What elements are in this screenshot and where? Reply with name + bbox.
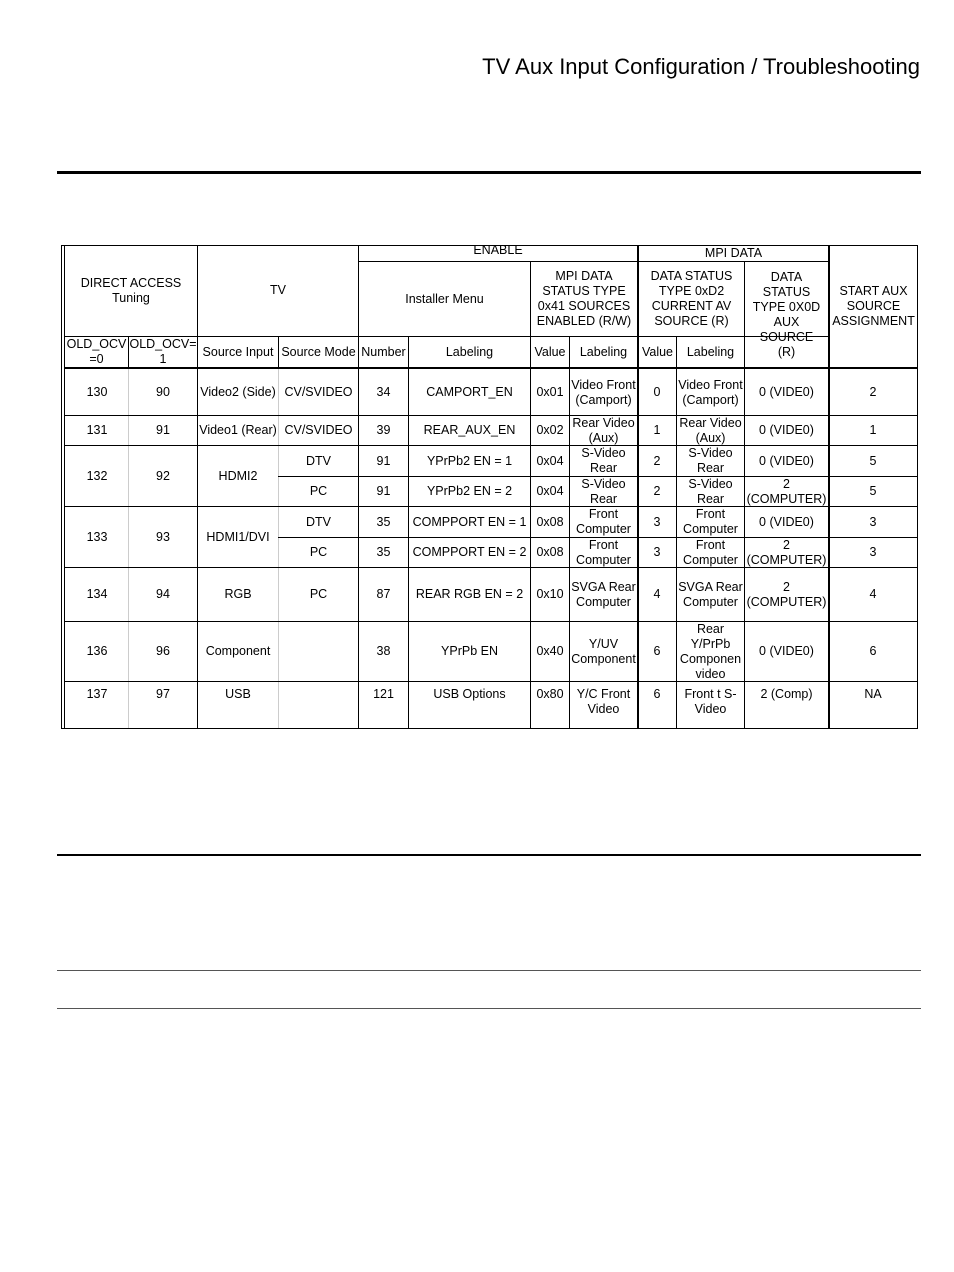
current-labeling-cell: Rear Y/PrPb Componen video <box>679 622 742 681</box>
source-mode-cell: DTV <box>306 453 331 468</box>
table-border <box>61 728 918 729</box>
header-direct-access: DIRECT ACCESS Tuning <box>80 275 182 305</box>
divider-rule <box>57 1008 921 1009</box>
current-value-cell: 1 <box>653 423 661 437</box>
mpi-value-cell: 0x04 <box>536 453 564 468</box>
mpi-labeling-cell: S-Video Rear <box>581 446 626 475</box>
header-mpi-data: MPI DATA <box>704 245 763 260</box>
number-cell: 38 <box>376 644 391 658</box>
mpi-value-cell: 0x40 <box>536 644 564 658</box>
mpi-value-cell: 0x80 <box>536 687 564 701</box>
header-labeling: Labeling <box>686 344 735 359</box>
header-mpi-data-status: MPI DATA STATUS TYPE 0x41 SOURCES ENABLED (R/W) <box>536 269 632 328</box>
aux-source-cell: 2 (Comp) <box>760 687 813 701</box>
current-value-cell: 2 <box>653 484 661 498</box>
start-aux-cell: 6 <box>869 644 877 658</box>
source-input-cell: Video2 (Side) <box>200 385 276 399</box>
old-ocv0-cell: 136 <box>86 644 108 658</box>
labeling-cell: CAMPORT_EN <box>426 385 513 399</box>
mpi-value-cell: 0x10 <box>536 587 564 601</box>
number-cell: 121 <box>373 687 394 701</box>
current-value-cell: 2 <box>653 453 661 468</box>
source-input-cell: USB <box>225 687 251 701</box>
labeling-cell: REAR_AUX_EN <box>423 423 516 437</box>
header-data-status-d2: DATA STATUS TYPE 0xD2 CURRENT AV SOURCE (R) <box>650 269 733 328</box>
old-ocv0-cell: 132 <box>86 468 108 483</box>
header-start-aux: START AUX SOURCE ASSIGNMENT <box>832 284 915 328</box>
mpi-labeling-cell: Rear Video (Aux) <box>572 416 635 445</box>
aux-source-cell: 2 (COMPUTER) <box>746 579 827 609</box>
aux-source-cell: 0 (VIDE0) <box>759 385 814 399</box>
mpi-labeling-cell: Y/C Front Video <box>576 687 631 716</box>
source-input-cell: Component <box>205 644 271 658</box>
number-cell: 91 <box>376 484 391 498</box>
old-ocv0-cell: 133 <box>86 529 108 544</box>
source-mode-cell: PC <box>309 484 328 498</box>
old-ocv1-cell: 96 <box>156 644 170 658</box>
labeling-cell: COMPPORT EN = 1 <box>412 514 527 529</box>
source-input-cell: RGB <box>224 587 252 601</box>
old-ocv1-cell: 91 <box>156 423 170 437</box>
mpi-value-cell: 0x01 <box>536 385 564 399</box>
header-data-status-0d: DATA STATUS TYPE 0X0D AUX SOURCE (R) <box>752 270 821 359</box>
current-labeling-cell: S-Video Rear <box>688 446 733 475</box>
mpi-value-cell: 0x08 <box>536 514 564 529</box>
start-aux-cell: 4 <box>869 587 877 601</box>
mpi-value-cell: 0x04 <box>536 484 564 498</box>
current-value-cell: 3 <box>653 514 661 529</box>
current-labeling-cell: Rear Video (Aux) <box>679 416 742 445</box>
header-labeling: Labeling <box>579 344 628 359</box>
current-value-cell: 3 <box>653 545 661 559</box>
old-ocv0-cell: 130 <box>86 385 108 399</box>
header-number: Number <box>361 344 406 359</box>
header-installer-menu: Installer Menu <box>405 291 484 306</box>
header-labeling: Labeling <box>445 344 494 359</box>
table-border <box>917 245 918 729</box>
old-ocv1-cell: 97 <box>156 687 170 701</box>
number-cell: 87 <box>376 587 391 601</box>
aux-source-cell: 0 (VIDE0) <box>759 644 814 658</box>
aux-source-cell: 0 (VIDE0) <box>759 514 814 529</box>
old-ocv1-cell: 90 <box>156 385 170 399</box>
header-old-ocv1: OLD_OCV= 1 <box>129 337 197 366</box>
page-title: TV Aux Input Configuration / Troubleshooting <box>482 54 920 79</box>
start-aux-cell: 3 <box>869 514 877 529</box>
mpi-labeling-cell: S-Video Rear <box>581 477 626 506</box>
current-labeling-cell: Video Front (Camport) <box>678 377 743 407</box>
old-ocv1-cell: 94 <box>156 587 170 601</box>
mpi-labeling-cell: Y/UV Component <box>571 636 636 666</box>
source-mode-cell <box>279 622 358 681</box>
labeling-cell: USB Options <box>433 687 506 701</box>
old-ocv0-cell: 134 <box>86 587 108 601</box>
labeling-cell: YPrPb EN <box>441 644 498 658</box>
current-value-cell: 6 <box>653 644 661 658</box>
source-input-cell: Video1 (Rear) <box>199 423 277 437</box>
start-aux-cell: 5 <box>869 453 877 468</box>
header-tv: TV <box>270 283 286 297</box>
table-border <box>61 245 62 729</box>
number-cell: 35 <box>376 514 391 529</box>
number-cell: 34 <box>376 385 391 399</box>
start-aux-cell: 2 <box>869 385 877 399</box>
source-input-cell: HDMI2 <box>218 468 258 483</box>
section-rule <box>57 854 921 856</box>
source-mode-cell: DTV <box>306 514 331 529</box>
old-ocv1-cell: 92 <box>156 468 170 483</box>
current-labeling-cell: S-Video Rear <box>688 477 733 506</box>
mpi-value-cell: 0x08 <box>536 545 564 559</box>
divider-rule <box>57 970 921 971</box>
start-aux-cell: 1 <box>869 423 877 437</box>
source-mode-cell: CV/SVIDEO <box>284 423 353 437</box>
start-aux-cell: 5 <box>869 484 877 498</box>
mpi-value-cell: 0x02 <box>536 423 564 437</box>
labeling-cell: COMPPORT EN = 2 <box>412 545 527 559</box>
mpi-labeling-cell: SVGA Rear Computer <box>571 579 636 609</box>
current-value-cell: 4 <box>653 587 661 601</box>
number-cell: 39 <box>376 423 391 437</box>
header-value: Value <box>641 344 674 359</box>
old-ocv0-cell: 137 <box>86 687 108 701</box>
old-ocv1-cell: 93 <box>156 529 170 544</box>
header-enable: ENABLE <box>473 243 523 257</box>
current-labeling-cell: SVGA Rear Computer <box>678 579 743 609</box>
aux-input-table <box>61 245 918 729</box>
aux-source-cell: 0 (VIDE0) <box>759 423 814 437</box>
labeling-cell: REAR RGB EN = 2 <box>415 587 524 601</box>
source-mode-cell: PC <box>309 587 328 601</box>
labeling-cell: YPrPb2 EN = 2 <box>426 484 513 498</box>
mpi-labeling-cell: Video Front (Camport) <box>571 377 636 407</box>
number-cell: 91 <box>376 453 391 468</box>
start-aux-cell: NA <box>864 687 882 701</box>
aux-source-cell: 2 (COMPUTER) <box>746 477 827 506</box>
start-aux-cell: 3 <box>869 545 877 559</box>
current-labeling-cell: Front Computer <box>683 538 738 567</box>
header-old-ocv0: OLD_OCV =0 <box>66 337 127 366</box>
source-mode-cell: CV/SVIDEO <box>284 385 353 399</box>
current-value-cell: 6 <box>653 687 661 701</box>
header-source-mode: Source Mode <box>281 344 356 359</box>
current-labeling-cell: Front Computer <box>683 507 738 536</box>
old-ocv0-cell: 131 <box>86 423 108 437</box>
number-cell: 35 <box>376 545 391 559</box>
header-source-input: Source Input <box>202 344 274 359</box>
current-labeling-cell: Front t S-Video <box>684 687 737 716</box>
header-value: Value <box>534 344 566 359</box>
aux-source-cell: 2 (COMPUTER) <box>746 538 827 567</box>
mpi-labeling-cell: Front Computer <box>576 507 631 536</box>
source-input-cell: HDMI1/DVI <box>206 529 270 544</box>
source-mode-cell: PC <box>309 545 328 559</box>
mpi-labeling-cell: Front Computer <box>576 538 631 567</box>
aux-source-cell: 0 (VIDE0) <box>759 453 814 468</box>
current-value-cell: 0 <box>653 385 661 399</box>
labeling-cell: YPrPb2 EN = 1 <box>426 453 513 468</box>
header-rule <box>57 171 921 174</box>
source-mode-cell <box>279 682 358 728</box>
